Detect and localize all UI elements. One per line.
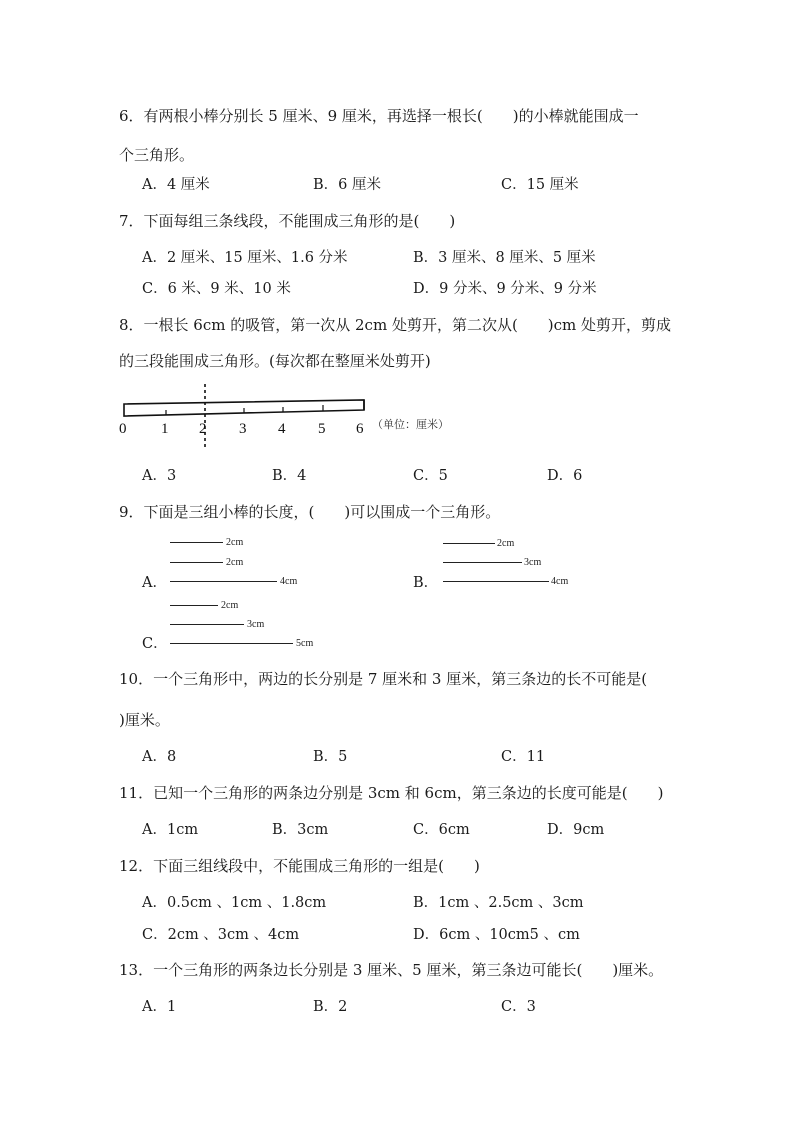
q9-a-stick-1 [170,542,223,543]
q10-stem-line1: 10．一个三角形中，两边的长分别是 7 厘米和 3 厘米，第三条边的长不可能是( [119,670,648,688]
q9-c-stick-2-label: 3cm [247,619,265,630]
q10-option-c: C．11 [501,749,546,765]
ruler-tick-5: 5 [318,421,326,437]
q9-a-stick-3-label: 4cm [280,576,298,587]
q10-stem-line2: )厘米。 [119,711,170,729]
q9-b-stick-2 [443,562,522,563]
q9-c-stick-2 [170,624,244,625]
q9-a-stick-2-label: 2cm [226,557,244,568]
q12-option-b: B．1cm 、2.5cm 、3cm [413,895,584,911]
q6-option-b: B．6 厘米 [313,177,381,193]
q6-option-a: A．4 厘米 [142,177,210,193]
q9-a-stick-3 [170,581,277,582]
ruler-tick-3: 3 [239,421,247,437]
q7-option-d: D．9 分米、9 分米、9 分米 [413,281,597,297]
q9-b-stick-1-label: 2cm [497,538,515,549]
q9-b-stick-2-label: 3cm [524,557,542,568]
q9-a-stick-1-label: 2cm [226,537,244,548]
q9-a-stick-2 [170,562,223,563]
q7-option-c: C．6 米、9 米、10 米 [142,281,291,297]
q9-b-stick-1 [443,543,495,544]
q8-option-a: A．3 [142,468,177,484]
q9-c-stick-3-label: 5cm [296,638,314,649]
q6-stem-line2: 个三角形。 [119,146,195,164]
q6-option-c: C．15 厘米 [501,177,579,193]
q10-option-b: B．5 [313,749,348,765]
q11-stem: 11．已知一个三角形的两条边分别是 3cm 和 6cm，第三条边的长度可能是( ) [119,784,664,802]
q9-c-stick-1-label: 2cm [221,600,239,611]
q9-c-stick-1 [170,605,218,606]
ruler-tick-0: 0 [119,421,127,437]
q11-option-c: C．6cm [413,822,470,838]
q8-stem-line2: 的三段能围成三角形。(每次都在整厘米处剪开) [119,352,431,370]
q8-option-b: B．4 [272,468,307,484]
ruler-unit: （单位：厘米） [372,419,449,431]
q11-option-b: B．3cm [272,822,329,838]
q12-option-d: D．6cm 、10cm5 、cm [413,927,580,943]
q9-b-stick-3 [443,581,549,582]
q11-option-a: A．1cm [142,822,199,838]
q13-option-b: B．2 [313,999,348,1015]
q9-option-b-label: B． [413,575,439,591]
q10-option-a: A．8 [142,749,177,765]
q8-stem-line1: 8．一根长 6cm 的吸管，第一次从 2cm 处剪开，第二次从( )cm 处剪开，剪成 [119,316,672,334]
q12-stem: 12．下面三组线段中，不能围成三角形的一组是( ) [119,857,480,875]
straw-ruler-diagram [116,384,486,454]
q9-stem: 9．下面是三组小棒的长度，( )可以围成一个三角形。 [119,503,501,521]
q9-c-stick-3 [170,643,293,644]
ruler-tick-2: 2 [199,421,207,437]
ruler-tick-4: 4 [278,421,286,437]
q13-option-a: A．1 [142,999,177,1015]
q9-option-a-label: A． [142,575,167,591]
q13-stem: 13．一个三角形的两条边长分别是 3 厘米、5 厘米，第三条边可能长( )厘米。 [119,961,664,979]
q9-option-c-label: C． [142,636,168,652]
q12-option-c: C．2cm 、3cm 、4cm [142,927,300,943]
q9-b-stick-3-label: 4cm [551,576,569,587]
q7-option-b: B．3 厘米、8 厘米、5 厘米 [413,250,596,266]
ruler-tick-6: 6 [356,421,364,437]
ruler-tick-1: 1 [161,421,169,437]
q7-stem: 7．下面每组三条线段，不能围成三角形的是( ) [119,212,456,230]
q12-option-a: A．0.5cm 、1cm 、1.8cm [142,895,327,911]
q11-option-d: D．9cm [547,822,605,838]
q13-option-c: C．3 [501,999,536,1015]
q6-stem-line1: 6．有两根小棒分别长 5 厘米、9 厘米，再选择一根长( )的小棒就能围成一 [119,107,639,125]
q7-option-a: A．2 厘米、15 厘米、1.6 分米 [142,250,348,266]
q8-option-d: D．6 [547,468,583,484]
q8-option-c: C．5 [413,468,448,484]
